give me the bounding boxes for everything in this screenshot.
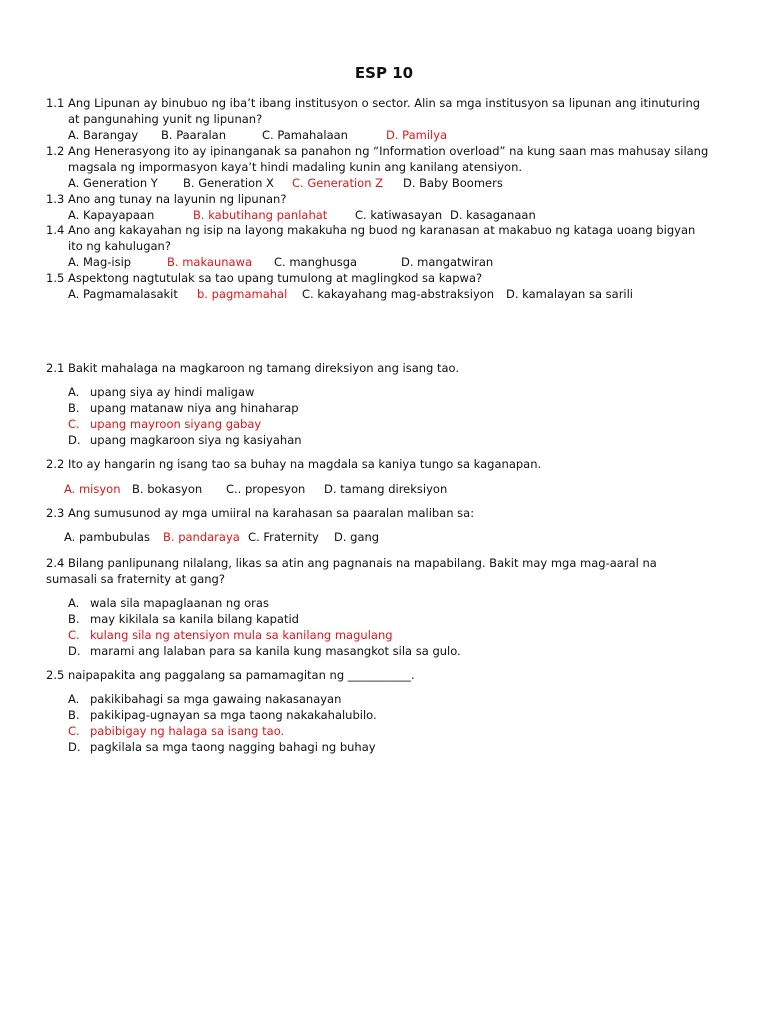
question-number: 1.5 [46, 271, 65, 285]
question-text: Ano ang tunay na layunin ng lipunan? [68, 192, 287, 206]
option-c: C. katiwasayan [355, 208, 443, 222]
option-c: C. Pamahalaan [262, 128, 348, 142]
option-b-answer: b. pagmamahal [197, 287, 288, 301]
option-c: C.. propesyon [226, 482, 306, 496]
option-d: D. kamalayan sa sarili [506, 287, 634, 301]
option-a: A. pambubulas [64, 530, 150, 544]
question-number: 1.4 [46, 223, 65, 237]
option-c-answer: C. Generation Z [292, 176, 384, 190]
option-d: D. Baby Boomers [403, 176, 503, 190]
option-b: B. Paaralan [161, 128, 227, 142]
option-c: C. Fraternity [248, 530, 319, 544]
option-a: A. Pagmamalasakit [68, 287, 178, 301]
question-2-3: 2.3 Ang sumusunod ay mga umiiral na karahasan sa paaralan maliban sa: [46, 506, 475, 520]
question-1-5 [46, 270, 710, 286]
question-number: 1.2 [46, 144, 65, 158]
question-1-2 [46, 143, 710, 175]
question-number: 1.3 [46, 192, 65, 206]
question-text: Ano ang kakayahan ng isip na layong makakuha ng buod ng karanasan at makabuo ng kataga uoang bigyan ito ng kahulugan? [68, 223, 696, 253]
question-1-1 [46, 95, 710, 127]
question-1-3 [46, 191, 710, 207]
option-d: D. kasaganaan [450, 208, 536, 222]
option-c: C. manghusga [274, 255, 358, 269]
question-number: 1.1 [46, 96, 65, 110]
option-c: C. kakayahang mag-abstraksiyon [302, 287, 495, 301]
option-d: D. tamang direksiyon [324, 482, 448, 496]
option-a: A. Mag-isip [68, 255, 132, 269]
page-title: ESP 10 [354, 64, 414, 82]
option-a: A. Barangay [68, 128, 139, 142]
question-text: Ang Lipunan ay binubuo ng iba’t ibang institusyon o sector. Alin sa mga institusyon sa lipunan ang itinuturing at pangunahing yunit ng lipunan? [68, 96, 701, 126]
question-2-1: 2.1 Bakit mahalaga na magkaroon ng tamang direksiyon ang isang tao. [46, 361, 460, 375]
worksheet-page: ESP 10 1.1 Ang Lipunan ay binubuo ng iba’t ibang institusyon o sector. Alin sa mga institusyon sa lipunan ang itinuturing at pangunahing yunit ng lipunan? A. Barangay B. Paaralan C. Pamahalaan D. Pamilya 1.2 Ang Henerasyong ito ay ipinanganak sa panahon ng “Information overload” na kung saan mas mahusay silang magsala ng impormasyon kaya’t hindi madaling kunin ang kanilang atensiyon. A. Generation Y B. Generation X C. Generation Z D. Baby Boomers 1.3 Ano ang tunay na layunin ng lipunan? A. Kapayapaan B. kabutihang panlahat C. katiwasayan D. kasaganaan 1.4 Ano ang kakayahan ng isip na layong makakuha ng buod ng karanasan at makabuo ng kataga uoang bigyan ito ng kahulugan? A. Mag-isip B. makaunawa C. manghusga D. mangatwiran 1.5 Aspektong nagtutulak sa tao upang tumulong at maglingkod sa kapwa? A. Pagmamalasakit b. pagmamahal C. kakayahang mag-abstraksiyon D. kamalayan sa sarili 2.1 Bakit mahalaga na magkaroon ng tamang direksiyon ang isang tao. A. upang siya ay hindi maligaw B. upang matanaw niya ang hinaharap C. upang mayroon siyang gabay D. upang magkaroon siya ng kasiyahan 2.2 Ito ay hangarin ng isang tao sa buhay na magdala sa kaniya tungo sa kaganapan. A. misyon B. bokasyon C.. propesyon D. tamang direksiyon 2.3 Ang sumusunod ay mga umiiral na karahasan sa paaralan maliban sa: A. pambubulas B. pandaraya C. Fraternity D. gang 2.4 Bilang panlipunang nilalang, likas sa atin ang pagnanais na mapabilang. Bakit may mga mag-aaral na sumasali sa fraternity at gang? A. wala sila mapaglaanan ng oras B. may kikilala sa kanila bilang kapatid C. kulang sila ng atensiyon mula sa kanilang magulang D. marami ang lalaban para sa kanila kung masangkot sila sa gulo. 2.5 naipapakita ang paggalang sa pamamagitan ng ___________. A. pakikibahagi sa mga gawaing nakasanayan B. pakikipag-ugnayan sa mga taong nakakahalubilo. C. pabibigay ng halaga sa isang tao. D. pagkilala sa mga taong nagging bahagi ng buhay [0, 0, 768, 1024]
option-b-answer: B. pandaraya [163, 530, 240, 544]
option-b: B. Generation X [183, 176, 274, 190]
option-d: D. mangatwiran [401, 255, 494, 269]
question-text: Aspektong nagtutulak sa tao upang tumulong at maglingkod sa kapwa? [68, 271, 483, 285]
option-a: A. Kapayapaan [68, 208, 155, 222]
option-d: D. gang [334, 530, 380, 544]
option-d-answer: D. Pamilya [386, 128, 448, 142]
option-a: A. Generation Y [68, 176, 158, 190]
question-2-4: 2.4 Bilang panlipunang nilalang, likas sa atin ang pagnanais na mapabilang. Bakit may mga mag-aaral na sumasali sa fraternity at gang? [46, 556, 657, 586]
option-b-answer: B. kabutihang panlahat [193, 208, 328, 222]
option-b-answer: B. makaunawa [167, 255, 253, 269]
option-a-answer: A. misyon [64, 482, 121, 496]
option-b: B. bokasyon [132, 482, 203, 496]
question-2-5: 2.5 naipapakita ang paggalang sa pamamagitan ng ___________. [46, 668, 415, 682]
question-2-2: 2.2 Ito ay hangarin ng isang tao sa buhay na magdala sa kaniya tungo sa kaganapan. [46, 457, 542, 471]
question-1-4 [46, 222, 710, 254]
question-text: Ang Henerasyong ito ay ipinanganak sa panahon ng “Information overload” na kung saan mas mahusay silang magsala ng impormasyon kaya’t hindi madaling kunin ang kanilang atensiyon. [68, 144, 709, 174]
